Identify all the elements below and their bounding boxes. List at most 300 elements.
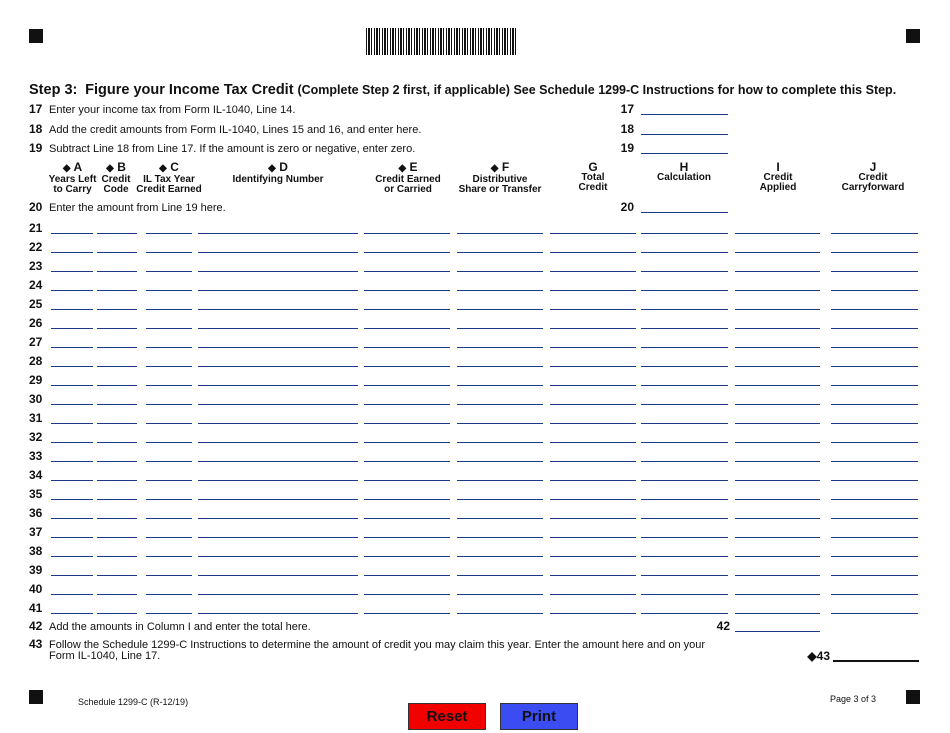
grid-cell-b[interactable] [97, 239, 137, 253]
column-b-header [98, 161, 134, 195]
grid-cell-g[interactable] [550, 467, 636, 481]
grid-cell-d[interactable] [198, 410, 358, 424]
grid-cell-i[interactable] [735, 429, 820, 443]
grid-cell-c[interactable] [146, 581, 192, 595]
grid-cell-c[interactable] [146, 448, 192, 462]
line-43-text-continued: Form IL-1040, Line 17. [49, 650, 161, 662]
grid-cell-b[interactable] [97, 315, 137, 329]
grid-row-number: 29 [29, 373, 43, 387]
registration-mark-bottom-left [29, 690, 43, 704]
grid-row-number: 25 [29, 297, 43, 311]
grid-cell-g[interactable] [550, 277, 636, 291]
column-label: Distributive [472, 174, 528, 185]
grid-cell-f[interactable] [457, 543, 543, 557]
grid-row-number: 35 [29, 487, 43, 501]
grid-row-number: 24 [29, 278, 43, 292]
grid-cell-f[interactable] [457, 372, 543, 386]
registration-mark-top-left [29, 29, 43, 43]
grid-cell-d[interactable] [198, 353, 358, 367]
grid-cell-a[interactable] [51, 277, 93, 291]
grid-cell-e[interactable] [364, 258, 450, 272]
grid-cell-h[interactable] [641, 239, 728, 253]
grid-cell-e[interactable] [364, 562, 450, 576]
grid-cell-c[interactable] [146, 258, 192, 272]
grid-cell-a[interactable] [51, 562, 93, 576]
grid-cell-a[interactable] [51, 524, 93, 538]
grid-cell-b[interactable] [97, 220, 137, 234]
column-a-header [45, 161, 100, 195]
grid-cell-d[interactable] [198, 467, 358, 481]
grid-cell-b[interactable] [97, 486, 137, 500]
registration-mark-bottom-right [906, 690, 920, 704]
grid-cell-h[interactable] [641, 505, 728, 519]
grid-cell-e[interactable] [364, 543, 450, 557]
grid-cell-a[interactable] [51, 315, 93, 329]
grid-cell-i[interactable] [735, 486, 820, 500]
column-label: Credit Earned [136, 184, 202, 195]
grid-cell-e[interactable] [364, 334, 450, 348]
grid-cell-h[interactable] [641, 524, 728, 538]
column-d-header [218, 161, 338, 185]
grid-cell-a[interactable] [51, 448, 93, 462]
grid-cell-a[interactable] [51, 239, 93, 253]
grid-cell-e[interactable] [364, 296, 450, 310]
line-19 [29, 141, 415, 155]
grid-cell-j[interactable] [831, 581, 918, 595]
grid-cell-h[interactable] [641, 315, 728, 329]
line-43-input[interactable] [833, 646, 919, 662]
grid-cell-h[interactable] [641, 467, 728, 481]
column-label: Calculation [657, 172, 711, 183]
column-letter: B [117, 160, 126, 174]
step-title [29, 81, 896, 98]
grid-cell-b[interactable] [97, 391, 137, 405]
grid-cell-j[interactable] [831, 448, 918, 462]
grid-cell-g[interactable] [550, 505, 636, 519]
grid-cell-f[interactable] [457, 315, 543, 329]
grid-cell-j[interactable] [831, 543, 918, 557]
grid-cell-a[interactable] [51, 486, 93, 500]
line-20-input[interactable] [641, 198, 728, 213]
line-42-input[interactable] [735, 617, 820, 632]
grid-cell-b[interactable] [97, 562, 137, 576]
grid-cell-c[interactable] [146, 239, 192, 253]
grid-row-number: 33 [29, 449, 43, 463]
grid-cell-i[interactable] [735, 391, 820, 405]
grid-cell-a[interactable] [51, 600, 93, 614]
grid-cell-j[interactable] [831, 410, 918, 424]
grid-cell-e[interactable] [364, 524, 450, 538]
grid-cell-f[interactable] [457, 334, 543, 348]
grid-cell-b[interactable] [97, 581, 137, 595]
grid-cell-i[interactable] [735, 258, 820, 272]
line-43-ref [800, 649, 830, 663]
grid-cell-i[interactable] [735, 334, 820, 348]
grid-cell-b[interactable] [97, 429, 137, 443]
grid-cell-a[interactable] [51, 372, 93, 386]
grid-cell-j[interactable] [831, 429, 918, 443]
grid-cell-b[interactable] [97, 600, 137, 614]
grid-cell-c[interactable] [146, 277, 192, 291]
grid-cell-j[interactable] [831, 315, 918, 329]
grid-cell-j[interactable] [831, 505, 918, 519]
grid-cell-d[interactable] [198, 581, 358, 595]
column-letter: J [869, 160, 877, 174]
grid-cell-b[interactable] [97, 372, 137, 386]
grid-cell-i[interactable] [735, 239, 820, 253]
column-label: Years Left [48, 174, 97, 185]
grid-cell-a[interactable] [51, 220, 93, 234]
grid-cell-c[interactable] [146, 315, 192, 329]
grid-cell-c[interactable] [146, 429, 192, 443]
grid-cell-c[interactable] [146, 562, 192, 576]
grid-cell-d[interactable] [198, 600, 358, 614]
grid-cell-h[interactable] [641, 334, 728, 348]
grid-cell-d[interactable] [198, 277, 358, 291]
grid-cell-i[interactable] [735, 296, 820, 310]
grid-cell-g[interactable] [550, 239, 636, 253]
grid-cell-i[interactable] [735, 505, 820, 519]
grid-cell-h[interactable] [641, 543, 728, 557]
grid-row-number: 37 [29, 525, 43, 539]
column-letter: H [679, 160, 689, 174]
grid-cell-e[interactable] [364, 448, 450, 462]
grid-row-number: 41 [29, 601, 43, 615]
grid-cell-g[interactable] [550, 372, 636, 386]
line-text: Enter the amount from Line 19 here. [49, 202, 226, 214]
column-label: or Carried [384, 184, 432, 195]
grid-cell-b[interactable] [97, 467, 137, 481]
grid-cell-d[interactable] [198, 334, 358, 348]
grid-cell-e[interactable] [364, 429, 450, 443]
grid-cell-c[interactable] [146, 410, 192, 424]
grid-cell-g[interactable] [550, 581, 636, 595]
grid-cell-a[interactable] [51, 353, 93, 367]
line-text: Follow the Schedule 1299-C Instructions to determine the amount of credit you may claim this year. Enter the amount here and on your [49, 639, 706, 651]
column-letter: D [279, 160, 288, 174]
grid-cell-i[interactable] [735, 524, 820, 538]
grid-cell-j[interactable] [831, 372, 918, 386]
grid-cell-a[interactable] [51, 581, 93, 595]
grid-cell-f[interactable] [457, 581, 543, 595]
reset-button[interactable]: Reset [408, 703, 486, 730]
grid-cell-d[interactable] [198, 296, 358, 310]
grid-cell-e[interactable] [364, 277, 450, 291]
column-label: Credit [578, 182, 608, 193]
grid-cell-g[interactable] [550, 543, 636, 557]
grid-cell-i[interactable] [735, 448, 820, 462]
column-c-header [134, 161, 204, 195]
grid-cell-g[interactable] [550, 562, 636, 576]
grid-cell-h[interactable] [641, 429, 728, 443]
grid-cell-h[interactable] [641, 410, 728, 424]
grid-cell-e[interactable] [364, 391, 450, 405]
column-label: Credit Earned [375, 174, 441, 185]
grid-cell-c[interactable] [146, 505, 192, 519]
grid-cell-h[interactable] [641, 391, 728, 405]
line-17 [29, 102, 295, 116]
grid-cell-j[interactable] [831, 334, 918, 348]
grid-cell-i[interactable] [735, 315, 820, 329]
grid-cell-i[interactable] [735, 220, 820, 234]
grid-cell-f[interactable] [457, 410, 543, 424]
grid-cell-e[interactable] [364, 315, 450, 329]
grid-cell-d[interactable] [198, 448, 358, 462]
column-label: Carryforward [841, 182, 905, 193]
grid-cell-c[interactable] [146, 486, 192, 500]
grid-cell-j[interactable] [831, 524, 918, 538]
line-number: 43 [29, 637, 43, 651]
grid-cell-j[interactable] [831, 353, 918, 367]
grid-cell-g[interactable] [550, 334, 636, 348]
grid-row-number: 39 [29, 563, 43, 577]
grid-cell-f[interactable] [457, 505, 543, 519]
grid-cell-e[interactable] [364, 486, 450, 500]
grid-cell-g[interactable] [550, 524, 636, 538]
grid-cell-j[interactable] [831, 467, 918, 481]
grid-cell-j[interactable] [831, 600, 918, 614]
grid-cell-h[interactable] [641, 296, 728, 310]
grid-cell-j[interactable] [831, 239, 918, 253]
grid-cell-b[interactable] [97, 334, 137, 348]
grid-cell-h[interactable] [641, 258, 728, 272]
line-text: Subtract Line 18 from Line 17. If the amount is zero or negative, enter zero. [49, 143, 416, 155]
grid-cell-a[interactable] [51, 505, 93, 519]
grid-cell-c[interactable] [146, 220, 192, 234]
grid-cell-g[interactable] [550, 429, 636, 443]
grid-cell-c[interactable] [146, 391, 192, 405]
grid-cell-a[interactable] [51, 410, 93, 424]
grid-cell-b[interactable] [97, 448, 137, 462]
grid-cell-d[interactable] [198, 524, 358, 538]
grid-cell-i[interactable] [735, 372, 820, 386]
grid-cell-b[interactable] [97, 353, 137, 367]
grid-cell-f[interactable] [457, 391, 543, 405]
column-letter: E [409, 160, 418, 174]
grid-cell-g[interactable] [550, 391, 636, 405]
column-label: Credit [858, 172, 888, 183]
grid-cell-e[interactable] [364, 600, 450, 614]
grid-cell-g[interactable] [550, 448, 636, 462]
column-label: IL Tax Year [143, 174, 195, 185]
grid-cell-e[interactable] [364, 410, 450, 424]
grid-cell-c[interactable] [146, 334, 192, 348]
grid-cell-a[interactable] [51, 429, 93, 443]
line-text: Enter your income tax from Form IL-1040, Line 14. [49, 104, 296, 116]
grid-cell-e[interactable] [364, 239, 450, 253]
grid-cell-f[interactable] [457, 258, 543, 272]
grid-cell-g[interactable] [550, 258, 636, 272]
diamond-icon: ◆ [398, 163, 407, 174]
grid-cell-c[interactable] [146, 467, 192, 481]
grid-cell-b[interactable] [97, 296, 137, 310]
column-g-header [568, 161, 618, 193]
grid-row-number: 23 [29, 259, 43, 273]
grid-cell-c[interactable] [146, 524, 192, 538]
grid-cell-j[interactable] [831, 277, 918, 291]
grid-cell-g[interactable] [550, 600, 636, 614]
line-text: Add the credit amounts from Form IL-1040, Lines 15 and 16, and enter here. [49, 124, 422, 136]
grid-cell-b[interactable] [97, 410, 137, 424]
grid-cell-i[interactable] [735, 600, 820, 614]
line-20-ref: 20 [620, 200, 634, 214]
form-id: Schedule 1299-C (R-12/19) [78, 697, 189, 707]
grid-cell-e[interactable] [364, 505, 450, 519]
grid-cell-f[interactable] [457, 429, 543, 443]
grid-cell-d[interactable] [198, 372, 358, 386]
grid-cell-i[interactable] [735, 410, 820, 424]
grid-cell-d[interactable] [198, 391, 358, 405]
grid-cell-f[interactable] [457, 467, 543, 481]
grid-cell-j[interactable] [831, 486, 918, 500]
diamond-icon: ◆ [62, 163, 71, 174]
grid-cell-e[interactable] [364, 467, 450, 481]
step-note: (Complete Step 2 first, if applicable) See Schedule 1299-C Instructions for how to complete this Step. [297, 83, 897, 97]
grid-cell-f[interactable] [457, 296, 543, 310]
grid-cell-h[interactable] [641, 562, 728, 576]
grid-cell-c[interactable] [146, 600, 192, 614]
line-number: 19 [29, 141, 43, 155]
column-label: Total [581, 172, 605, 183]
column-f-header [455, 161, 545, 195]
grid-cell-g[interactable] [550, 296, 636, 310]
grid-cell-d[interactable] [198, 258, 358, 272]
grid-cell-b[interactable] [97, 543, 137, 557]
grid-cell-f[interactable] [457, 239, 543, 253]
line-number: 18 [29, 122, 43, 136]
grid-cell-h[interactable] [641, 353, 728, 367]
grid-cell-f[interactable] [457, 448, 543, 462]
line-19-input[interactable] [641, 139, 728, 154]
grid-cell-h[interactable] [641, 448, 728, 462]
grid-cell-g[interactable] [550, 486, 636, 500]
grid-cell-j[interactable] [831, 296, 918, 310]
grid-cell-f[interactable] [457, 277, 543, 291]
line-17-input[interactable] [641, 100, 728, 115]
grid-cell-h[interactable] [641, 372, 728, 386]
grid-cell-f[interactable] [457, 486, 543, 500]
grid-cell-c[interactable] [146, 372, 192, 386]
grid-cell-i[interactable] [735, 581, 820, 595]
diamond-icon: ◆ [106, 163, 114, 174]
line-20 [29, 200, 226, 214]
grid-cell-a[interactable] [51, 296, 93, 310]
grid-cell-j[interactable] [831, 562, 918, 576]
grid-cell-e[interactable] [364, 581, 450, 595]
grid-cell-a[interactable] [51, 334, 93, 348]
grid-cell-i[interactable] [735, 353, 820, 367]
grid-cell-d[interactable] [198, 429, 358, 443]
grid-cell-f[interactable] [457, 353, 543, 367]
grid-cell-b[interactable] [97, 258, 137, 272]
grid-cell-h[interactable] [641, 600, 728, 614]
grid-row-number: 31 [29, 411, 43, 425]
line-18 [29, 122, 421, 136]
grid-cell-f[interactable] [457, 524, 543, 538]
grid-cell-c[interactable] [146, 353, 192, 367]
grid-cell-g[interactable] [550, 410, 636, 424]
grid-cell-d[interactable] [198, 315, 358, 329]
line-19-ref: 19 [620, 141, 634, 155]
grid-cell-i[interactable] [735, 467, 820, 481]
grid-cell-e[interactable] [364, 372, 450, 386]
grid-cell-e[interactable] [364, 353, 450, 367]
line-ref-number: 43 [816, 649, 830, 663]
column-e-header [368, 161, 448, 195]
line-42-ref: 42 [716, 619, 730, 633]
grid-row-number: 21 [29, 221, 43, 235]
grid-cell-f[interactable] [457, 220, 543, 234]
grid-cell-a[interactable] [51, 467, 93, 481]
column-label: Credit [763, 172, 793, 183]
column-label: Identifying Number [232, 174, 324, 185]
grid-cell-j[interactable] [831, 391, 918, 405]
line-number: 17 [29, 102, 43, 116]
grid-row-number: 36 [29, 506, 43, 520]
line-text: Add the amounts in Column I and enter the total here. [49, 621, 311, 633]
grid-cell-h[interactable] [641, 581, 728, 595]
column-label: Applied [759, 182, 797, 193]
grid-cell-c[interactable] [146, 296, 192, 310]
grid-cell-i[interactable] [735, 562, 820, 576]
grid-cell-e[interactable] [364, 220, 450, 234]
grid-cell-j[interactable] [831, 220, 918, 234]
diamond-icon: ◆ [490, 163, 499, 174]
grid-cell-b[interactable] [97, 277, 137, 291]
line-number: 42 [29, 619, 43, 633]
grid-row-number: 32 [29, 430, 43, 444]
grid-cell-a[interactable] [51, 258, 93, 272]
grid-cell-d[interactable] [198, 239, 358, 253]
grid-cell-h[interactable] [641, 486, 728, 500]
grid-row-number: 30 [29, 392, 43, 406]
grid-cell-a[interactable] [51, 391, 93, 405]
grid-cell-g[interactable] [550, 353, 636, 367]
column-label: Credit [101, 174, 131, 185]
column-label: Share or Transfer [458, 184, 542, 195]
grid-cell-d[interactable] [198, 562, 358, 576]
step-label: Step 3: [29, 82, 78, 98]
grid-cell-h[interactable] [641, 277, 728, 291]
column-i-header [748, 161, 808, 193]
grid-cell-g[interactable] [550, 220, 636, 234]
grid-cell-h[interactable] [641, 220, 728, 234]
grid-cell-a[interactable] [51, 543, 93, 557]
grid-cell-g[interactable] [550, 315, 636, 329]
column-letter: F [501, 160, 510, 174]
grid-cell-d[interactable] [198, 486, 358, 500]
grid-cell-d[interactable] [198, 505, 358, 519]
grid-row-number: 22 [29, 240, 43, 254]
grid-cell-j[interactable] [831, 258, 918, 272]
grid-cell-b[interactable] [97, 524, 137, 538]
grid-cell-i[interactable] [735, 277, 820, 291]
grid-row-number: 34 [29, 468, 43, 482]
column-letter: C [170, 160, 179, 174]
line-number: 20 [29, 200, 43, 214]
line-18-input[interactable] [641, 120, 728, 135]
grid-cell-f[interactable] [457, 562, 543, 576]
grid-cell-d[interactable] [198, 543, 358, 557]
grid-cell-i[interactable] [735, 543, 820, 557]
grid-cell-c[interactable] [146, 543, 192, 557]
column-letter: G [588, 160, 598, 174]
print-button[interactable]: Print [500, 703, 578, 730]
grid-cell-b[interactable] [97, 505, 137, 519]
grid-cell-d[interactable] [198, 220, 358, 234]
diamond-icon: ◆ [807, 649, 817, 663]
grid-cell-f[interactable] [457, 600, 543, 614]
